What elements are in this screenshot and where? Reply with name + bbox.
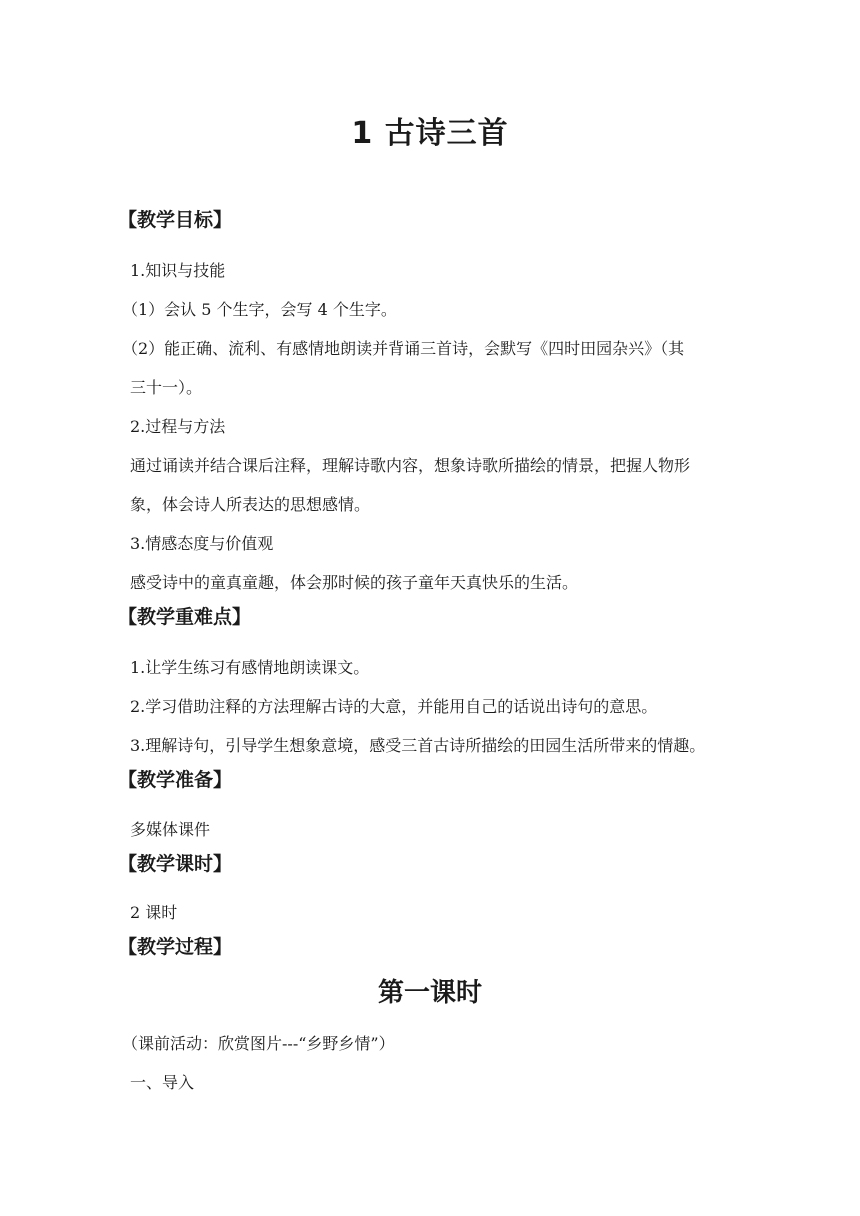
preparation-heading: 【教学准备】 bbox=[118, 769, 233, 791]
key-points-line-3: 3.理解诗句，引导学生想象意境，感受三首古诗所描绘的田园生活所带来的情趣。 bbox=[130, 736, 706, 755]
periods-heading: 【教学课时】 bbox=[118, 853, 233, 875]
objectives-line-7: 象，体会诗人所表达的思想感情。 bbox=[130, 495, 371, 514]
objectives-line-2: （1）会认 5 个生字，会写 4 个生字。 bbox=[122, 300, 397, 319]
page-title: 1 古诗三首 bbox=[351, 116, 509, 151]
key-points-line-2: 2.学习借助注释的方法理解古诗的大意，并能用自己的话说出诗句的意思。 bbox=[130, 697, 658, 716]
lesson-title: 第一课时 bbox=[377, 978, 482, 1008]
process-heading: 【教学过程】 bbox=[118, 936, 233, 958]
objectives-line-4: 三十一）。 bbox=[130, 378, 203, 397]
periods-text: 2 课时 bbox=[130, 903, 178, 922]
key-points-heading: 【教学重难点】 bbox=[118, 606, 252, 628]
objectives-line-5: 2.过程与方法 bbox=[130, 417, 226, 436]
objectives-line-1: 1.知识与技能 bbox=[130, 261, 226, 280]
key-points-line-1: 1.让学生练习有感情地朗读课文。 bbox=[130, 658, 370, 677]
preparation-text: 多媒体课件 bbox=[130, 820, 211, 839]
objectives-line-9: 感受诗中的童真童趣，体会那时候的孩子童年天真快乐的生活。 bbox=[130, 573, 579, 592]
objectives-line-3: （2）能正确、流利、有感情地朗读并背诵三首诗，会默写《四时田园杂兴》（其 bbox=[122, 339, 685, 358]
objectives-line-6: 通过诵读并结合课后注释，理解诗歌内容，想象诗歌所描绘的情景，把握人物形 bbox=[130, 456, 691, 475]
objectives-heading: 【教学目标】 bbox=[118, 209, 233, 231]
objectives-line-8: 3.情感态度与价值观 bbox=[130, 534, 274, 553]
step-intro: 一、导入 bbox=[130, 1073, 195, 1092]
activity-text: （课前活动：欣赏图片---“乡野乡情”） bbox=[122, 1034, 395, 1053]
